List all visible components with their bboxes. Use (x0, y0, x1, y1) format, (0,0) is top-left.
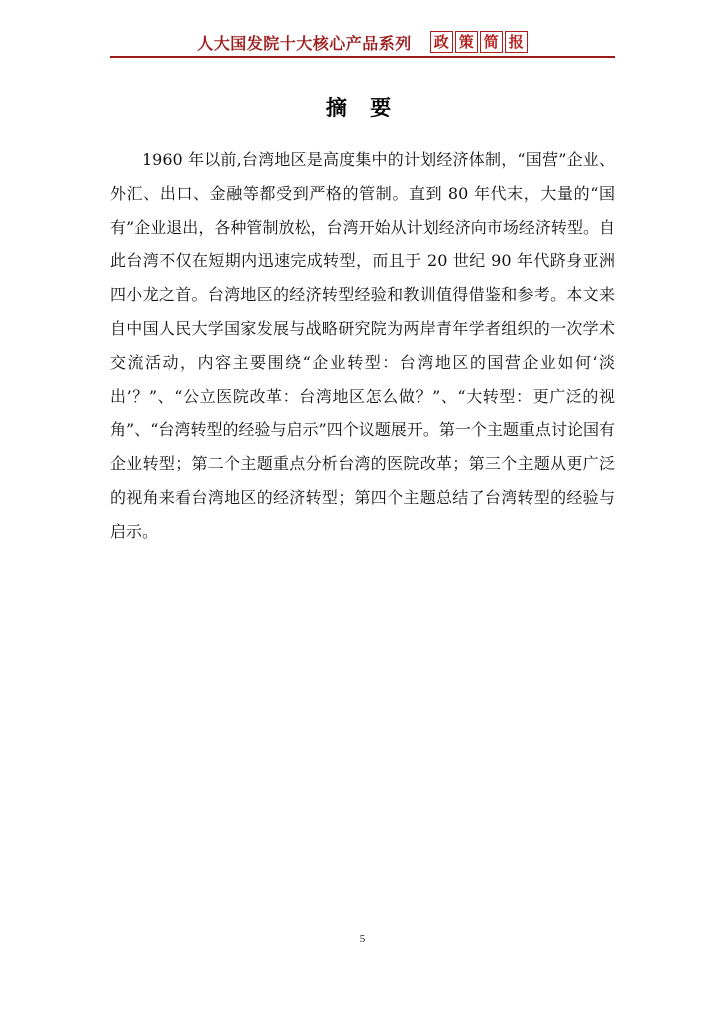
header-series-title: 人大国发院十大核心产品系列 (197, 33, 412, 53)
brand-char: 政 (430, 31, 453, 53)
section-title: 摘 要 (325, 95, 400, 120)
brand-char: 报 (505, 31, 528, 53)
page-header (110, 27, 615, 57)
header-divider (110, 56, 615, 58)
abstract-paragraph: 1960 年以前,台湾地区是高度集中的计划经济体制，“国营”企业、外汇、出口、金融等都受到严格的管制。直到 80 年代末，大量的“国有”企业退出，各种管制放松，台湾开始从计划经济向市场经济转型。自此台湾不仅在短期内迅速完成转型，而且于 20 世纪 90 年代跻身亚洲四小龙之首。台湾地区的经济转型经验和教训值得借鉴和参考。本文来自中国人民大学国家发展与战略研究院为两岸青年学者组织的一次学术交流活动，内容主要围绕“企业转型：台湾地区的国营企业如何‘淡出’？”、“公立医院改革：台湾地区怎么做？”、“大转型：更广泛的视角”、“台湾转型的经验与启示”四个议题展开。第一个主题重点讨论国有企业转型；第二个主题重点分析台湾的医院改革；第三个主题从更广泛的视角来看台湾地区的经济转型；第四个主题总结了台湾转型的经验与启示。 (110, 150, 615, 541)
brand-char: 策 (455, 31, 478, 53)
page-number: 5 (359, 933, 366, 945)
brand-char: 简 (480, 31, 503, 53)
